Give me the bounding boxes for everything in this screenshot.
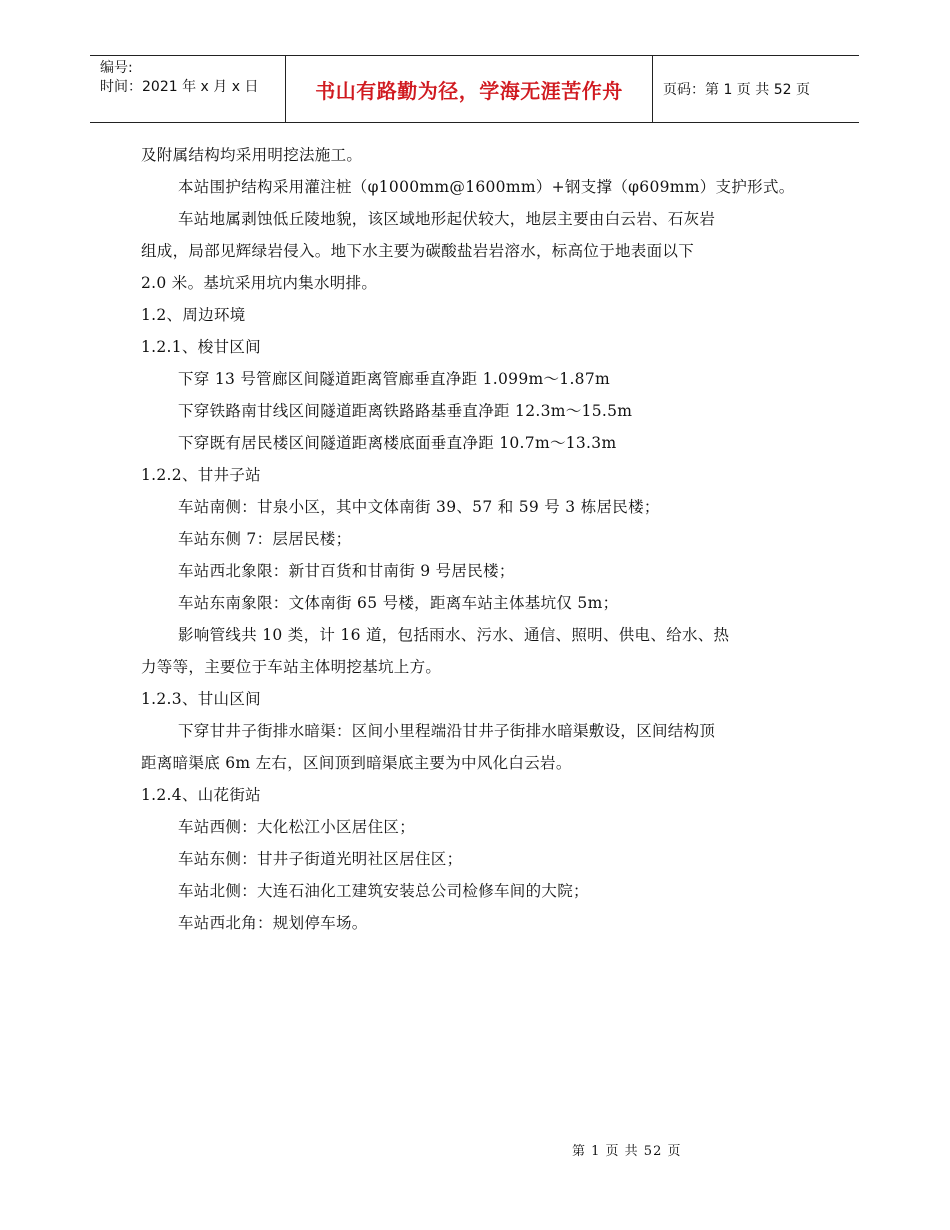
body-line: 车站东南象限：文体南街 65 号楼，距离车站主体基坑仅 5m； bbox=[178, 594, 619, 612]
footer-page-number: 第 1 页 共 52 页 bbox=[572, 1144, 682, 1159]
header-page-info: 页码：第 1 页 共 52 页 bbox=[663, 82, 810, 98]
body-line: 车站东侧 7：层居民楼； bbox=[178, 530, 352, 548]
body-line: 距离暗渠底 6m 左右，区间顶到暗渠底主要为中风化白云岩。 bbox=[141, 754, 572, 772]
body-line: 下穿 13 号管廊区间隧道距离管廊垂直净距 1.099m～1.87m bbox=[178, 370, 610, 388]
section-heading: 1.2、周边环境 bbox=[141, 306, 246, 324]
body-line: 组成，局部见辉绿岩侵入。地下水主要为碳酸盐岩岩溶水，标高位于地表面以下 bbox=[141, 242, 695, 260]
body-line: 影响管线共 10 类，计 16 道，包括雨水、污水、通信、照明、供电、给水、热 bbox=[178, 626, 730, 644]
body-line: 本站围护结构采用灌注桩（φ1000mm@1600mm）+钢支撑（φ609mm）支护形式。 bbox=[178, 178, 795, 196]
body-line: 车站南侧：甘泉小区，其中文体南街 39、57 和 59 号 3 栋居民楼； bbox=[178, 498, 660, 516]
body-line: 力等等，主要位于车站主体明挖基坑上方。 bbox=[141, 658, 442, 676]
document-body bbox=[141, 139, 821, 939]
body-line: 2.0 米。基坑采用坑内集水明排。 bbox=[141, 274, 378, 292]
subsection-heading: 1.2.1、梭甘区间 bbox=[141, 338, 261, 356]
body-line: 下穿既有居民楼区间隧道距离楼底面垂直净距 10.7m～13.3m bbox=[178, 434, 617, 452]
subsection-heading: 1.2.2、甘井子站 bbox=[141, 466, 261, 484]
body-line: 车站地属剥蚀低丘陵地貌，该区域地形起伏较大，地层主要由白云岩、石灰岩 bbox=[178, 210, 716, 228]
subsection-heading: 1.2.3、甘山区间 bbox=[141, 690, 261, 708]
body-line: 车站西侧：大化松江小区居住区； bbox=[178, 818, 416, 836]
body-line: 下穿铁路南甘线区间隧道距离铁路路基垂直净距 12.3m～15.5m bbox=[178, 402, 633, 420]
body-line: 车站西北角：规划停车场。 bbox=[178, 914, 368, 932]
document-number-label: 编号: bbox=[100, 60, 133, 76]
header-meta bbox=[90, 56, 285, 122]
body-line: 车站北侧：大连石油化工建筑安装总公司检修车间的大院； bbox=[178, 882, 589, 900]
subsection-heading: 1.2.4、山花街站 bbox=[141, 786, 261, 804]
body-line: 及附属结构均采用明挖法施工。 bbox=[141, 146, 363, 164]
header-motto: 书山有路勤为径，学海无涯苦作舟 bbox=[285, 56, 653, 122]
document-time-label: 时间：2021 年 x 月 x 日 bbox=[100, 79, 259, 95]
body-line: 下穿甘井子街排水暗渠：区间小里程端沿甘井子街排水暗渠敷设，区间结构顶 bbox=[178, 722, 716, 740]
page-header bbox=[90, 55, 859, 123]
body-line: 车站东侧：甘井子街道光明社区居住区； bbox=[178, 850, 463, 868]
body-line: 车站西北象限：新甘百货和甘南街 9 号居民楼； bbox=[178, 562, 515, 580]
